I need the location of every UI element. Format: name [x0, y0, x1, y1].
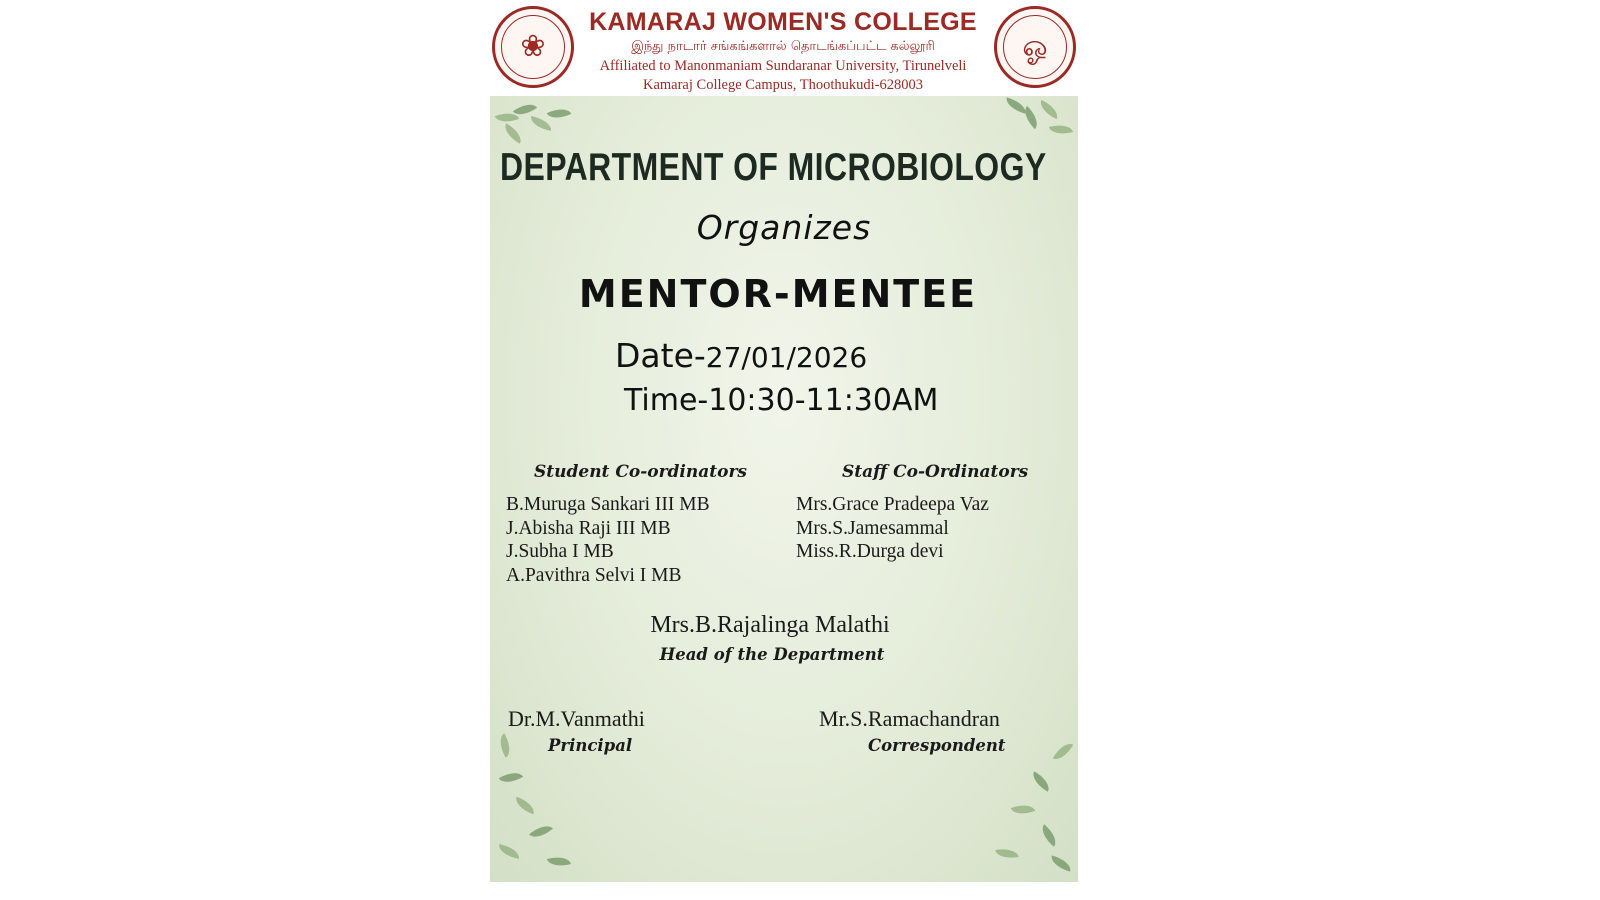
date-label: Date-	[615, 336, 706, 375]
organizes-text: Organizes	[696, 208, 872, 247]
event-poster	[490, 0, 1078, 882]
student-coordinators-list	[506, 493, 710, 587]
principal-title: Principal	[548, 736, 633, 755]
college-name: KAMARAJ WOMEN'S COLLEGE	[589, 8, 977, 36]
event-time: Time-10:30-11:30AM	[624, 383, 939, 418]
student-coordinators-heading: Student Co-ordinators	[534, 462, 747, 482]
hod-title: Head of the Department	[659, 645, 885, 664]
list-item: A.Pavithra Selvi I MB	[506, 564, 682, 586]
list-item: Miss.R.Durga devi	[796, 541, 944, 562]
principal-name: Dr.M.Vanmathi	[508, 706, 645, 731]
list-item: J.Abisha Raji III MB	[506, 517, 671, 539]
list-item: B.Muruga Sankari III MB	[506, 494, 710, 515]
event-title: MENTOR-MENTEE	[578, 272, 978, 316]
college-seal-right-icon: ஓ	[994, 6, 1076, 88]
staff-coordinators-heading: Staff Co-Ordinators	[842, 462, 1029, 482]
college-affiliation: Affiliated to Manonmaniam Sundaranar University, Tirunelveli	[599, 58, 967, 74]
correspondent-title: Correspondent	[868, 736, 1006, 755]
correspondent-name: Mr.S.Ramachandran	[819, 706, 1000, 731]
list-item: Mrs.Grace Pradeepa Vaz	[796, 494, 989, 515]
event-date	[615, 336, 867, 375]
college-header-banner	[490, 0, 1078, 96]
hod-name: Mrs.B.Rajalinga Malathi	[650, 612, 890, 638]
college-tamil-line: இந்து நாடார் சங்கங்களால் தொடங்கப்பட்ட கல்லூரி	[631, 39, 935, 54]
list-item: Mrs.S.Jamesammal	[796, 517, 949, 539]
college-seal-left-icon: ❀	[492, 6, 574, 88]
staff-coordinators-list	[796, 493, 989, 564]
department-title: DEPARTMENT OF MICROBIOLOGY	[500, 146, 1047, 189]
list-item: J.Subha I MB	[506, 541, 614, 562]
date-value: 27/01/2026	[705, 341, 868, 374]
college-campus-address: Kamaraj College Campus, Thoothukudi-628003	[642, 77, 924, 93]
